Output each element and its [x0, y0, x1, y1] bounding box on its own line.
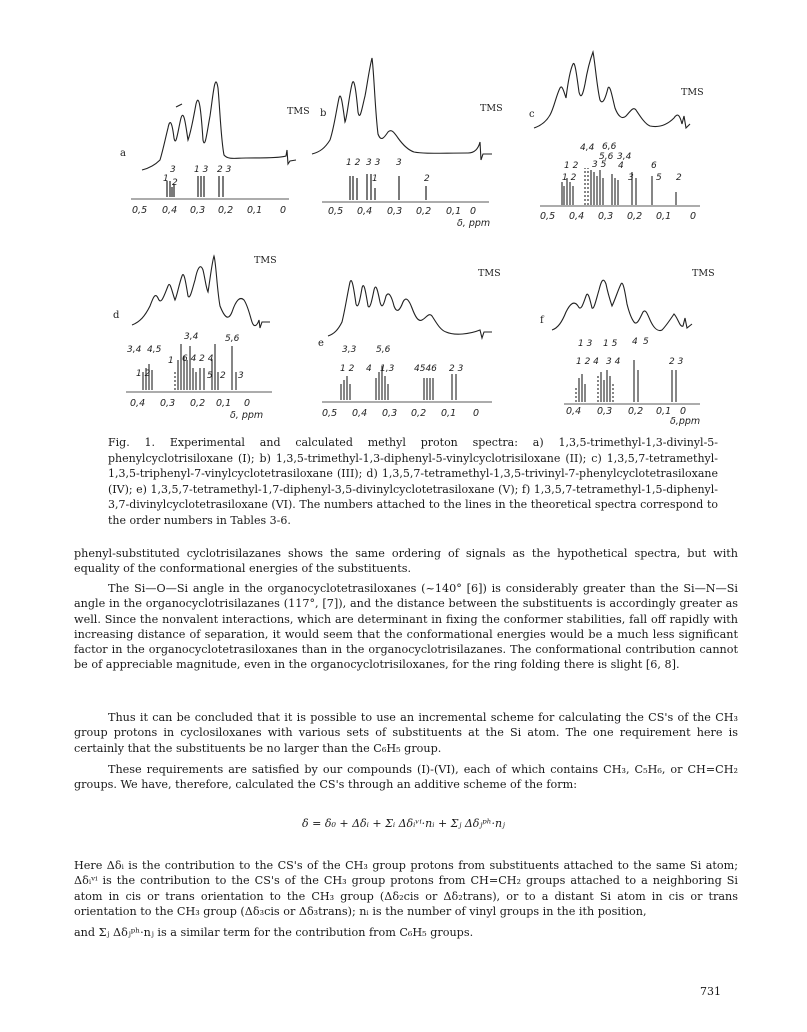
line-label-c-10: 3 — [628, 173, 634, 183]
panel-letter-d: d — [113, 310, 120, 321]
line-label-e-2: 5,6 — [376, 345, 391, 355]
line-label-d-4: 5,6 — [225, 334, 240, 344]
line-label-e-7: 2 3 — [449, 364, 464, 374]
line-label-c-5: 1 2 — [564, 161, 579, 171]
line-label-c-4: 3,4 — [617, 152, 632, 162]
tick-label: 0,3 — [598, 211, 614, 222]
tick-label: 0,3 — [190, 205, 206, 216]
panel-e — [322, 281, 492, 402]
tick-labels-f — [566, 406, 686, 417]
tick-label: 0,2 — [190, 398, 206, 409]
line-label-a-5: 2 3 — [217, 165, 232, 175]
tick-label: 0,4 — [352, 408, 368, 419]
line-label-e-4: 4 — [366, 364, 372, 374]
units-label-f: δ,ppm — [670, 416, 701, 427]
tick-label: 0 — [470, 206, 477, 217]
line-label-a-2: 1 — [163, 174, 169, 184]
line-label-a-4: 1 3 — [194, 165, 209, 175]
line-label-c-3: 5,6 — [599, 152, 614, 162]
tick-label: 0 — [680, 406, 687, 417]
line-label-b-1: 1 2 — [346, 158, 361, 168]
line-label-e-3: 1 2 — [340, 364, 355, 374]
line-label-f-7: 2 3 — [669, 357, 684, 367]
tick-label: 0 — [473, 408, 480, 419]
paragraph-5 — [74, 858, 738, 919]
tick-labels-b — [328, 206, 476, 217]
tick-labels-d — [130, 398, 250, 409]
paragraph-2 — [74, 581, 738, 673]
line-label-d-7: 1 2 — [136, 369, 151, 379]
line-label-f-1: 1 3 — [578, 339, 593, 349]
line-label-c-7: 4 — [618, 161, 624, 171]
tick-label: 0,4 — [569, 211, 585, 222]
line-label-a-1: 3 — [170, 165, 176, 175]
panel-letter-b: b — [320, 108, 327, 119]
equation: δ = δ₀ + Δδᵢ + Σᵢ Δδᵢᵛⁱ·nᵢ + Σⱼ Δδⱼᵖʰ·nⱼ — [302, 817, 505, 830]
tick-label: 0,5 — [132, 205, 148, 216]
tms-label-b: TMS — [480, 103, 503, 114]
paragraph-6 — [74, 925, 738, 940]
line-label-a-3: 2 — [172, 178, 178, 188]
spectrum-trace-e — [328, 281, 492, 338]
tick-label: 0,3 — [387, 206, 403, 217]
tick-label: 0,1 — [446, 206, 462, 217]
figure-caption: Fig. 1. Experimental and calculated methyl proton spectra: a) 1,3,5-trimethyl-1,3-divinyl-5-phenylcyclotrisiloxane (I); b) 1,3,5-trimethyl-1,3-diphenyl-5-vinylcyclotrisiloxane (II); c) 1,3,5,7-tetramethyl-1,3,5-triphenyl-7-vinylcyclotetrasiloxane (III); d) 1,3,5,7-tetramethyl-1,3,5-trivinyl-7-phenylcyclotetrasiloxane (IV); e) 1,3,5,7-tetramethyl-1,7-diphenyl-3,5-divinylcyclotetrasiloxane (V); f) 1,3,5,7-tetramethyl-1,5-diphenyl-3,7-divinylcyclotetrasiloxane (VI). The numbers attached to the lines in the theoretical spectra correspond to the order numbers in Tables 3-6. — [108, 436, 718, 527]
line-label-e-1: 3,3 — [342, 345, 357, 355]
spectrum-trace-b — [312, 58, 492, 160]
units-label-d: δ, ppm — [230, 410, 264, 421]
tick-label: 0,4 — [357, 206, 373, 217]
tick-label: 0,3 — [597, 406, 613, 417]
line-label-c-8: 6 — [651, 161, 657, 171]
tick-label: 0,2 — [411, 408, 427, 419]
panel-letter-e: e — [318, 338, 324, 349]
line-label-e-5: 1,3 — [380, 364, 395, 374]
line-label-d-5: 1 — [168, 356, 174, 366]
paragraph-4 — [74, 762, 738, 793]
line-label-d-1: 3,4 — [127, 345, 142, 355]
tms-label-d: TMS — [254, 255, 277, 266]
line-label-b-4: 1 — [372, 174, 378, 184]
page-number: 731 — [700, 985, 721, 998]
line-label-f-4: 5 — [643, 337, 649, 347]
tick-label: 0,2 — [416, 206, 432, 217]
panel-letter-c: c — [529, 109, 535, 120]
panel-a — [131, 82, 296, 199]
tick-label: 0,3 — [160, 398, 176, 409]
spectrum-trace-d — [132, 256, 270, 328]
panel-f — [552, 280, 700, 404]
tick-label: 0,4 — [130, 398, 146, 409]
nmr-spectra-figure — [0, 0, 807, 440]
line-label-f-5: 1 2 4 — [576, 357, 599, 367]
tick-label: 0,1 — [247, 205, 263, 216]
line-label-f-3: 4 — [632, 337, 638, 347]
paragraph-3-text: Thus it can be concluded that it is possible to use an incremental scheme for calculating the CS's of the CH₃ group protons in cyclosiloxanes with various sets of substituents at the Si atom. The one requirement here is certainly that the substituents be no larger than the C₆H₅ group. — [74, 711, 738, 755]
line-label-f-2: 1 5 — [603, 339, 618, 349]
panel-letter-f: f — [540, 315, 544, 326]
line-label-c-2: 6,6 — [602, 142, 617, 152]
tick-label: 0,5 — [328, 206, 344, 217]
line-label-b-2: 3 3 — [366, 158, 381, 168]
tms-label-e: TMS — [478, 268, 501, 279]
tick-label: 0,2 — [628, 406, 644, 417]
tick-labels-e — [322, 408, 479, 419]
tick-label: 0,4 — [162, 205, 178, 216]
tick-label: 0 — [244, 398, 251, 409]
spectrum-trace-c — [534, 52, 690, 128]
tick-label: 0,3 — [382, 408, 398, 419]
line-label-c-12: 2 — [676, 173, 682, 183]
tick-label: 0,1 — [216, 398, 232, 409]
tick-label: 0,1 — [656, 211, 672, 222]
tick-label: 0,5 — [540, 211, 556, 222]
line-label-e-6: 4546 — [414, 364, 437, 374]
line-label-c-9: 1 2 — [562, 173, 577, 183]
paragraph-1-text: phenyl-substituted cyclotrisilazanes shows the same ordering of signals as the hypothetical spectra, but with equality of the conformational energies of the substituents. — [74, 547, 738, 576]
tick-label: 0,5 — [322, 408, 338, 419]
tick-label: 0,2 — [218, 205, 234, 216]
tick-labels-a — [132, 205, 286, 216]
line-label-d-6: 6 4 2 4 — [182, 354, 214, 364]
line-label-b-3: 3 — [396, 158, 402, 168]
tick-label: 0,1 — [656, 406, 672, 417]
paragraph-3 — [74, 710, 738, 756]
line-label-d-9: 2 — [220, 371, 226, 381]
line-label-f-6: 3 4 — [606, 357, 621, 367]
tms-label-a: TMS — [287, 106, 310, 117]
tick-label: 0,2 — [627, 211, 643, 222]
line-label-d-3: 3,4 — [184, 332, 199, 342]
panel-b — [312, 58, 492, 202]
tms-label-c: TMS — [681, 87, 704, 98]
line-label-b-5: 2 — [424, 174, 430, 184]
tick-label: 0 — [280, 205, 287, 216]
paragraph-1 — [74, 546, 738, 577]
tick-label: 0 — [690, 211, 697, 222]
tms-label-f: TMS — [692, 268, 715, 279]
spectrum-trace-f — [552, 280, 692, 330]
paragraph-6-text: and Σⱼ Δδⱼᵖʰ·nⱼ is a similar term for the contribution from C₆H₅ groups. — [74, 926, 474, 939]
line-label-c-11: 5 — [656, 173, 662, 183]
line-label-d-10: 3 — [238, 371, 244, 381]
paragraph-4-text: These requirements are satisfied by our compounds (I)-(VI), each of which contains CH₃, C₅H₆, or CH=CH₂ groups. We have, therefore, calculated the CS's through an additive scheme of the form: — [74, 763, 738, 792]
tick-label: 0,1 — [441, 408, 457, 419]
line-label-c-1: 4,4 — [580, 143, 595, 153]
tick-label: 0,4 — [566, 406, 582, 417]
line-label-d-2: 4,5 — [147, 345, 162, 355]
paragraph-2-text: The Si—O—Si angle in the organocyclotetrasiloxanes (~140° [6]) is considerably greater than the Si—N—Si angle in the organocyclotrisilazanes (117°, [7]), and the distance between the substituents is accordingly greater as well. Since the nonvalent interactions, which are determinant in fixing the conformer stabilities, fall off rapidly with increasing distance of separation, it would seem that the conformational energies would be a much less significant factor in the organocyclotetrasiloxanes than in the organocyclotrisilazanes. The conformational contribution cannot be of appreciable magnitude, even in the organocyclotrisiloxanes, for the ring folding there is slight [6, 8]. — [74, 582, 738, 672]
paragraph-5-text: Here Δδᵢ is the contribution to the CS's of the CH₃ group protons from substituents attached to the same Si atom; Δδᵢᵛⁱ is the contribution to the CS's of the CH₃ group protons from CH=CH₂ groups attached to a neighboring Si atom in cis or trans orientation to the CH₃ group (Δδ₂cis or Δδ₂trans), or to a distant Si atom in cis or trans orientation to the CH₃ group (Δδ₃cis or Δδ₃trans); nᵢ is the number of vinyl groups in the ith position, — [74, 859, 738, 918]
tick-labels-c — [540, 211, 696, 222]
panel-letter-a: a — [120, 148, 126, 159]
units-label-b: δ, ppm — [457, 218, 491, 229]
spectrum-trace-a — [142, 82, 296, 170]
line-label-c-6: 3 5 — [592, 160, 607, 170]
line-label-d-8: 5 — [207, 371, 213, 381]
